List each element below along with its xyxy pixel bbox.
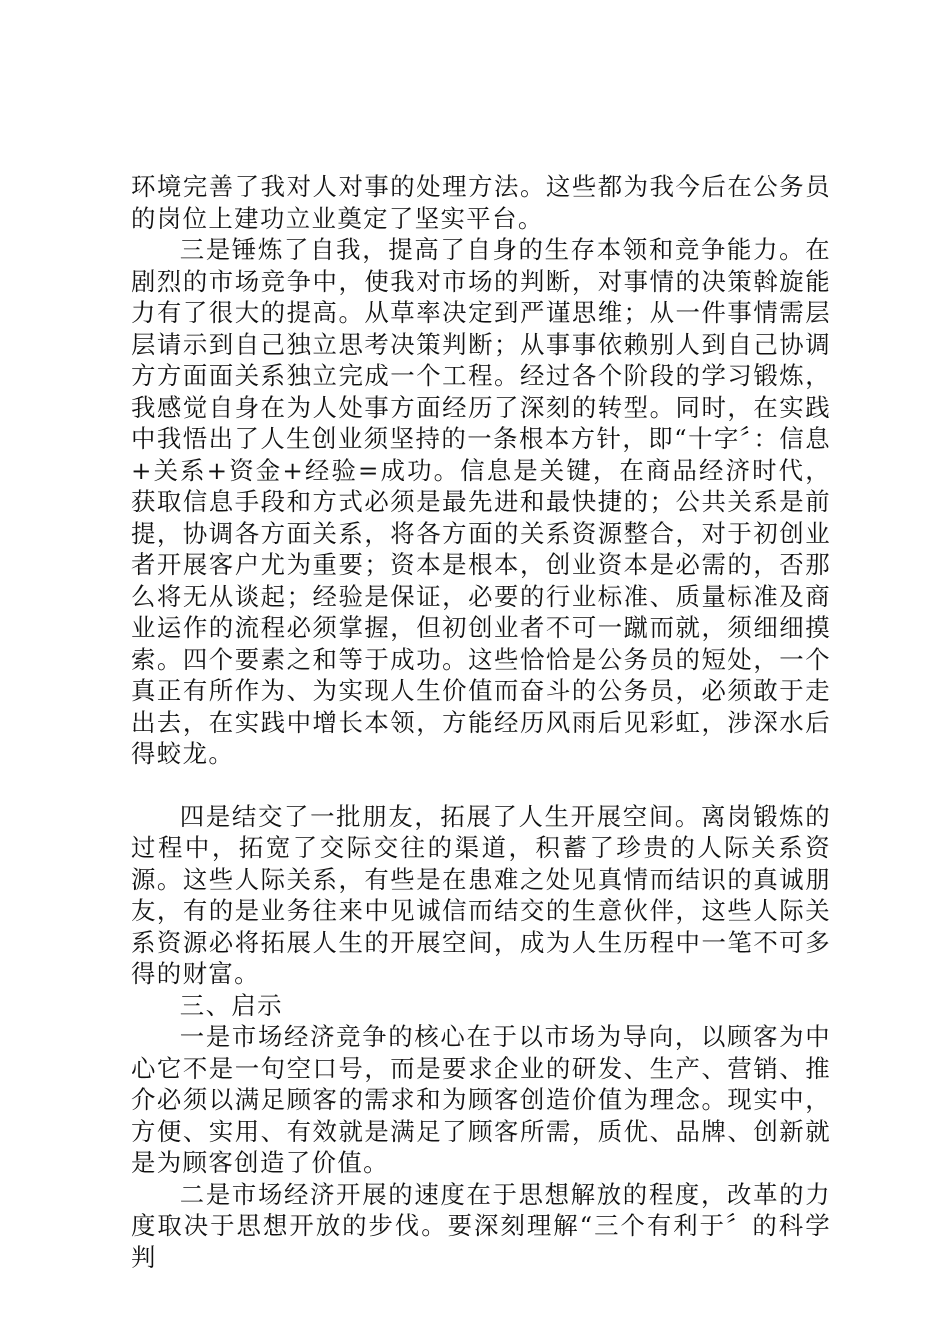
paragraph-insight-two: 二是市场经济开展的速度在于思想解放的程度，改革的力度取决于思想开放的步伐。要深刻理解“三个有利于〞的科学判 (131, 1179, 831, 1272)
paragraph-continuation: 环境完善了我对人对事的处理方法。这些都为我今后在公务员的岗位上建功立业奠定了坚实平台。 (131, 172, 831, 233)
paragraph-insight-one: 一是市场经济竞争的核心在于以市场为导向，以顾客为中心它不是一句空口号，而是要求企业的研发、生产、营销、推介必须以满足顾客的需求和为顾客创造价值为理念。现实中，方便、实用、有效就是满足了顾客所需，质优、品牌、创新就是为顾客创造了价值。 (131, 1022, 831, 1177)
paragraph-fourth-point: 四是结交了一批朋友，拓展了人生开展空间。离岗锻炼的过程中，拓宽了交际交往的渠道，积蓄了珍贵的人际关系资源。这些人际关系，有些是在患难之处见真情而结识的真诚朋友，有的是业务往来中见诚信而结交的生意伙伴，这些人际关系资源必将拓展人生的开展空间，成为人生历程中一笔不可多得的财富。 (131, 801, 831, 988)
section-heading-insights: 三、启示 (179, 990, 283, 1020)
paragraph-third-point: 三是锤炼了自我，提高了自身的生存本领和竞争能力。在剧烈的市场竞争中，使我对市场的判断，对事情的决策斡旋能力有了很大的提高。从草率决定到严谨思维；从一件事情需层层请示到自己独立思考决策判断；从事事依赖别人到自己协调方方面面关系独立完成一个工程。经过各个阶段的学习锻炼，我感觉自身在为人处事方面经历了深刻的转型。同时，在实践中我悟出了人生创业须坚持的一条根本方针，即“十字〞：信息+关系+资金+经验=成功。信息是关键，在商品经济时代，获取信息手段和方式必须是最先进和最快捷的；公共关系是前提，协调各方面关系，将各方面的关系资源整合，对于初创业者开展客户尤为重要；资本是根本，创业资本是必需的，否那么将无从谈起；经验是保证，必要的行业标准、质量标准及商业运作的流程必须掌握，但初创业者不可一蹴而就，须细细摸索。四个要素之和等于成功。这些恰恰是公务员的短处，一个真正有所作为、为实现人生价值而奋斗的公务员，必须敢于走出去，在实践中增长本领，方能经历风雨后见彩虹，涉深水后得蛟龙。 (131, 235, 831, 768)
document-body (131, 171, 831, 1273)
